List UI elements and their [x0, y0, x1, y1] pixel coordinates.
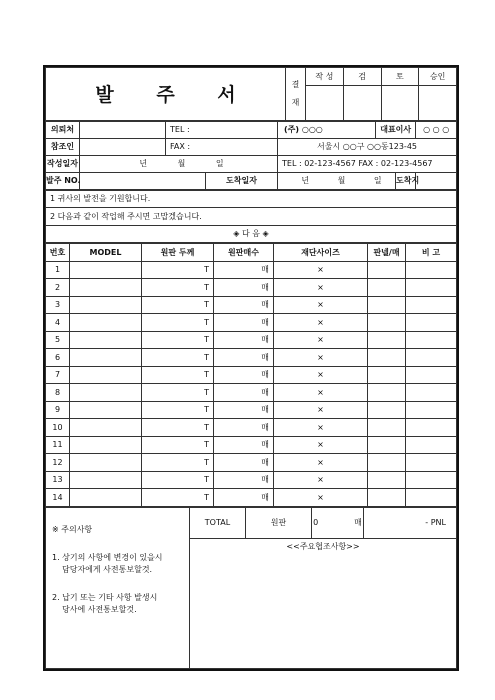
intro-line-1: 1 귀사의 발전을 기원합니다. [46, 190, 457, 208]
row-cut-size[interactable]: × [274, 419, 368, 437]
row-remarks[interactable] [406, 436, 457, 454]
col-cut-size: 재단사이즈 [274, 244, 368, 262]
row-sheets[interactable]: 매 [214, 279, 274, 297]
row-panel[interactable] [368, 331, 406, 349]
row-sheets[interactable]: 매 [214, 401, 274, 419]
row-cut-size[interactable]: × [274, 489, 368, 507]
row-remarks[interactable] [406, 489, 457, 507]
row-remarks[interactable] [406, 401, 457, 419]
approval-col-approve: 승인 [419, 68, 457, 86]
intro-line-2: 2 다음과 같이 작업해 주시면 고맙겠습니다. [46, 208, 457, 226]
total-item: 원판 [246, 507, 312, 538]
approval-stamp-write[interactable] [306, 85, 344, 120]
row-remarks[interactable] [406, 261, 457, 279]
row-model[interactable] [70, 489, 142, 507]
table-row [46, 366, 457, 384]
row-panel[interactable] [368, 296, 406, 314]
approval-col-review2: 토 [381, 68, 419, 86]
caution-item-1-line-2: 담당자에게 사전통보할것. [62, 564, 153, 574]
row-model[interactable] [70, 279, 142, 297]
table-row [46, 314, 457, 332]
row-thickness[interactable]: T [142, 454, 214, 472]
destination-field[interactable] [416, 172, 457, 189]
approval-stamp-review2[interactable] [381, 85, 419, 120]
row-number: 3 [46, 296, 70, 314]
total-label: TOTAL [190, 507, 246, 538]
arrival-date-field[interactable]: 년 월 일 [278, 172, 396, 189]
table-row [46, 261, 457, 279]
row-number: 6 [46, 349, 70, 367]
row-sheets[interactable]: 매 [214, 296, 274, 314]
total-notes-block [45, 507, 457, 669]
row-number: 12 [46, 454, 70, 472]
row-remarks[interactable] [406, 471, 457, 489]
company-name: (주) ○○○ [278, 121, 376, 138]
row-cut-size[interactable]: × [274, 401, 368, 419]
title-block [45, 67, 457, 121]
order-no-label: 발주 NO. [46, 172, 80, 189]
table-row [46, 296, 457, 314]
ceo-label: 대표이사 [376, 121, 416, 138]
row-sheets[interactable]: 매 [214, 419, 274, 437]
row-thickness[interactable]: T [142, 349, 214, 367]
row-number: 11 [46, 436, 70, 454]
row-sheets[interactable]: 매 [214, 366, 274, 384]
row-panel[interactable] [368, 454, 406, 472]
row-number: 13 [46, 471, 70, 489]
row-panel[interactable] [368, 261, 406, 279]
ref-field[interactable] [80, 138, 166, 155]
row-model[interactable] [70, 419, 142, 437]
col-thickness: 원판 두께 [142, 244, 214, 262]
row-remarks[interactable] [406, 296, 457, 314]
row-model[interactable] [70, 366, 142, 384]
row-sheets[interactable]: 매 [214, 454, 274, 472]
table-row [46, 419, 457, 437]
row-number: 2 [46, 279, 70, 297]
row-panel[interactable] [368, 314, 406, 332]
row-remarks[interactable] [406, 384, 457, 402]
row-model[interactable] [70, 261, 142, 279]
row-sheets[interactable]: 매 [214, 349, 274, 367]
section-title: ◈ 다 음 ◈ [46, 225, 457, 243]
row-number: 14 [46, 489, 70, 507]
row-thickness[interactable]: T [142, 419, 214, 437]
row-remarks[interactable] [406, 279, 457, 297]
order-form [43, 65, 459, 671]
row-panel[interactable] [368, 366, 406, 384]
caution-item-2-line-1: 2. 납기 또는 기타 사항 발생시 [52, 592, 158, 602]
row-cut-size[interactable]: × [274, 296, 368, 314]
row-cut-size[interactable]: × [274, 279, 368, 297]
col-sheets: 원판매수 [214, 244, 274, 262]
row-model[interactable] [70, 349, 142, 367]
row-model[interactable] [70, 296, 142, 314]
row-sheets[interactable]: 매 [214, 436, 274, 454]
items-table [45, 243, 457, 507]
row-thickness[interactable]: T [142, 366, 214, 384]
caution-title: ※ 주의사항 [52, 524, 93, 534]
row-model[interactable] [70, 471, 142, 489]
row-number: 7 [46, 366, 70, 384]
table-row [46, 401, 457, 419]
row-thickness[interactable]: T [142, 384, 214, 402]
col-model: MODEL [70, 244, 142, 262]
client-field[interactable] [80, 121, 166, 138]
client-fax[interactable]: FAX : [166, 138, 278, 155]
row-panel[interactable] [368, 471, 406, 489]
total-count: 0 매 [312, 507, 364, 538]
caution-item-1-line-1: 1. 상기의 사항에 변경이 있을시 [52, 552, 163, 562]
row-cut-size[interactable]: × [274, 384, 368, 402]
client-label: 의뢰처 [46, 121, 80, 138]
row-remarks[interactable] [406, 419, 457, 437]
coop-section[interactable] [190, 538, 457, 668]
client-tel[interactable]: TEL : [166, 121, 278, 138]
write-date-field[interactable]: 년 월 일 [80, 155, 278, 172]
row-panel[interactable] [368, 436, 406, 454]
table-row [46, 279, 457, 297]
row-thickness[interactable]: T [142, 489, 214, 507]
company-contact: TEL : 02-123-4567 FAX : 02-123-4567 [278, 155, 457, 172]
ref-label: 참조인 [46, 138, 80, 155]
intro-block [45, 190, 457, 244]
row-sheets[interactable]: 매 [214, 384, 274, 402]
row-panel[interactable] [368, 489, 406, 507]
total-panels: - PNL [364, 507, 457, 538]
row-cut-size[interactable]: × [274, 366, 368, 384]
row-number: 8 [46, 384, 70, 402]
row-cut-size[interactable]: × [274, 471, 368, 489]
date-label: 작성일자 [46, 155, 80, 172]
approval-side-label: 결 재 [286, 68, 306, 121]
row-thickness[interactable]: T [142, 279, 214, 297]
ceo-marks: ○ ○ ○ [416, 121, 457, 138]
row-thickness[interactable]: T [142, 314, 214, 332]
row-cut-size[interactable]: × [274, 331, 368, 349]
row-model[interactable] [70, 331, 142, 349]
row-thickness[interactable]: T [142, 261, 214, 279]
row-model[interactable] [70, 454, 142, 472]
document-title: 발 주 서 [46, 68, 286, 121]
row-panel[interactable] [368, 419, 406, 437]
approval-stamp-approve[interactable] [419, 85, 457, 120]
row-model[interactable] [70, 401, 142, 419]
row-model[interactable] [70, 436, 142, 454]
row-cut-size[interactable]: × [274, 261, 368, 279]
row-cut-size[interactable]: × [274, 436, 368, 454]
row-thickness[interactable]: T [142, 296, 214, 314]
row-thickness[interactable]: T [142, 331, 214, 349]
table-row [46, 471, 457, 489]
header-info [45, 121, 457, 190]
row-panel[interactable] [368, 279, 406, 297]
col-panel-per-sheet: 판넬/매 [368, 244, 406, 262]
table-row [46, 349, 457, 367]
row-number: 9 [46, 401, 70, 419]
row-number: 4 [46, 314, 70, 332]
table-row [46, 489, 457, 507]
row-panel[interactable] [368, 384, 406, 402]
table-row [46, 331, 457, 349]
arrival-label: 도착일자 [206, 172, 278, 189]
row-number: 1 [46, 261, 70, 279]
items-header [46, 244, 457, 262]
company-address: 서울시 ○○구 ○○동123-45 [278, 138, 457, 155]
row-cut-size[interactable]: × [274, 454, 368, 472]
col-no: 번호 [46, 244, 70, 262]
row-thickness[interactable]: T [142, 401, 214, 419]
row-panel[interactable] [368, 401, 406, 419]
row-remarks[interactable] [406, 349, 457, 367]
coop-title: <<주요협조사항>> [286, 541, 360, 551]
row-sheets[interactable]: 매 [214, 261, 274, 279]
order-no-field[interactable] [80, 172, 206, 189]
row-sheets[interactable]: 매 [214, 314, 274, 332]
row-remarks[interactable] [406, 331, 457, 349]
caution-section [46, 507, 190, 668]
row-remarks[interactable] [406, 366, 457, 384]
destination-label: 도착지 [396, 172, 416, 189]
row-sheets[interactable]: 매 [214, 331, 274, 349]
table-row [46, 454, 457, 472]
row-number: 10 [46, 419, 70, 437]
row-cut-size[interactable]: × [274, 314, 368, 332]
row-thickness[interactable]: T [142, 471, 214, 489]
table-row [46, 436, 457, 454]
row-remarks[interactable] [406, 314, 457, 332]
approval-col-review1: 검 [343, 68, 381, 86]
approval-col-write: 작 성 [306, 68, 344, 86]
row-number: 5 [46, 331, 70, 349]
row-cut-size[interactable]: × [274, 349, 368, 367]
row-model[interactable] [70, 384, 142, 402]
row-sheets[interactable]: 매 [214, 489, 274, 507]
row-remarks[interactable] [406, 454, 457, 472]
row-sheets[interactable]: 매 [214, 471, 274, 489]
row-thickness[interactable]: T [142, 436, 214, 454]
caution-item-2-line-2: 당사에 사전통보할것. [62, 604, 137, 614]
col-remarks: 비 고 [406, 244, 457, 262]
table-row [46, 384, 457, 402]
row-panel[interactable] [368, 349, 406, 367]
approval-stamp-review1[interactable] [343, 85, 381, 120]
row-model[interactable] [70, 314, 142, 332]
